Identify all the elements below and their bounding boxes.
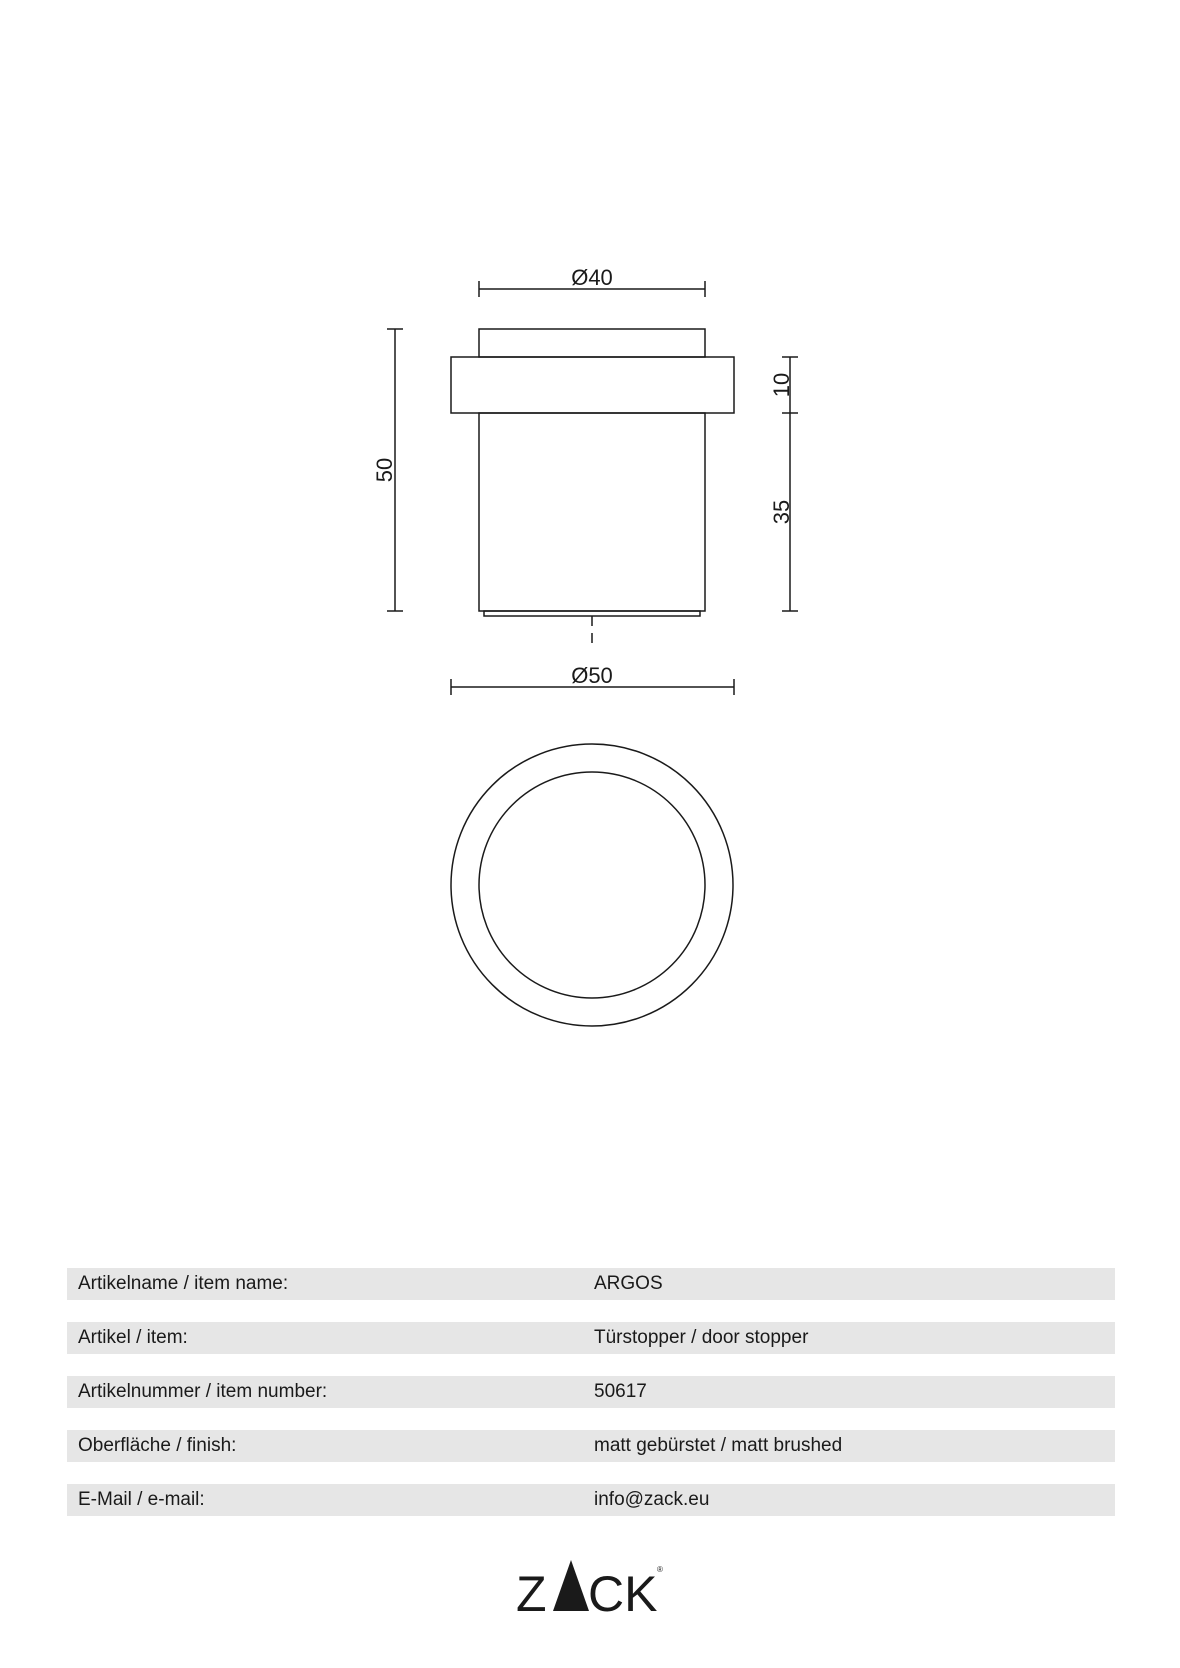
spec-value: info@zack.eu	[594, 1489, 710, 1510]
outer-circle	[451, 744, 733, 1026]
spec-table	[67, 1268, 1115, 1538]
spec-row-email	[67, 1484, 1115, 1516]
spec-label: Artikelname / item name:	[78, 1273, 289, 1294]
spec-label: Artikelnummer / item number:	[78, 1381, 328, 1402]
spec-value: ARGOS	[594, 1273, 663, 1294]
logo-letters-right: CK	[588, 1566, 658, 1620]
spec-row-item	[67, 1322, 1115, 1354]
spec-row-item-number	[67, 1376, 1115, 1408]
logo-triangle-mark	[553, 1560, 589, 1611]
ring-band	[451, 357, 734, 413]
dim-label-top-diameter: Ø40	[571, 265, 613, 290]
spec-value: matt gebürstet / matt brushed	[594, 1435, 843, 1456]
dim-label-ring-height: 10	[769, 372, 794, 398]
dim-label-body-height: 35	[769, 499, 794, 525]
spec-label: Oberfläche / finish:	[78, 1435, 237, 1456]
body	[479, 413, 705, 611]
spec-row-finish	[67, 1430, 1115, 1462]
dim-label-total-height: 50	[372, 457, 397, 483]
top-cap	[479, 329, 705, 357]
inner-circle	[479, 772, 705, 998]
spec-row-item-name	[67, 1268, 1115, 1300]
registered-mark: ®	[657, 1565, 663, 1574]
spec-value: Türstopper / door stopper	[594, 1327, 809, 1348]
logo-letter-left: Z	[516, 1566, 547, 1620]
spec-label: Artikel / item:	[78, 1327, 188, 1348]
base-plate	[484, 611, 700, 616]
spec-value: 50617	[594, 1381, 647, 1402]
dim-label-bottom-diameter: Ø50	[571, 663, 613, 688]
zack-logo	[516, 1550, 666, 1620]
spec-label: E-Mail / e-mail:	[78, 1489, 205, 1510]
